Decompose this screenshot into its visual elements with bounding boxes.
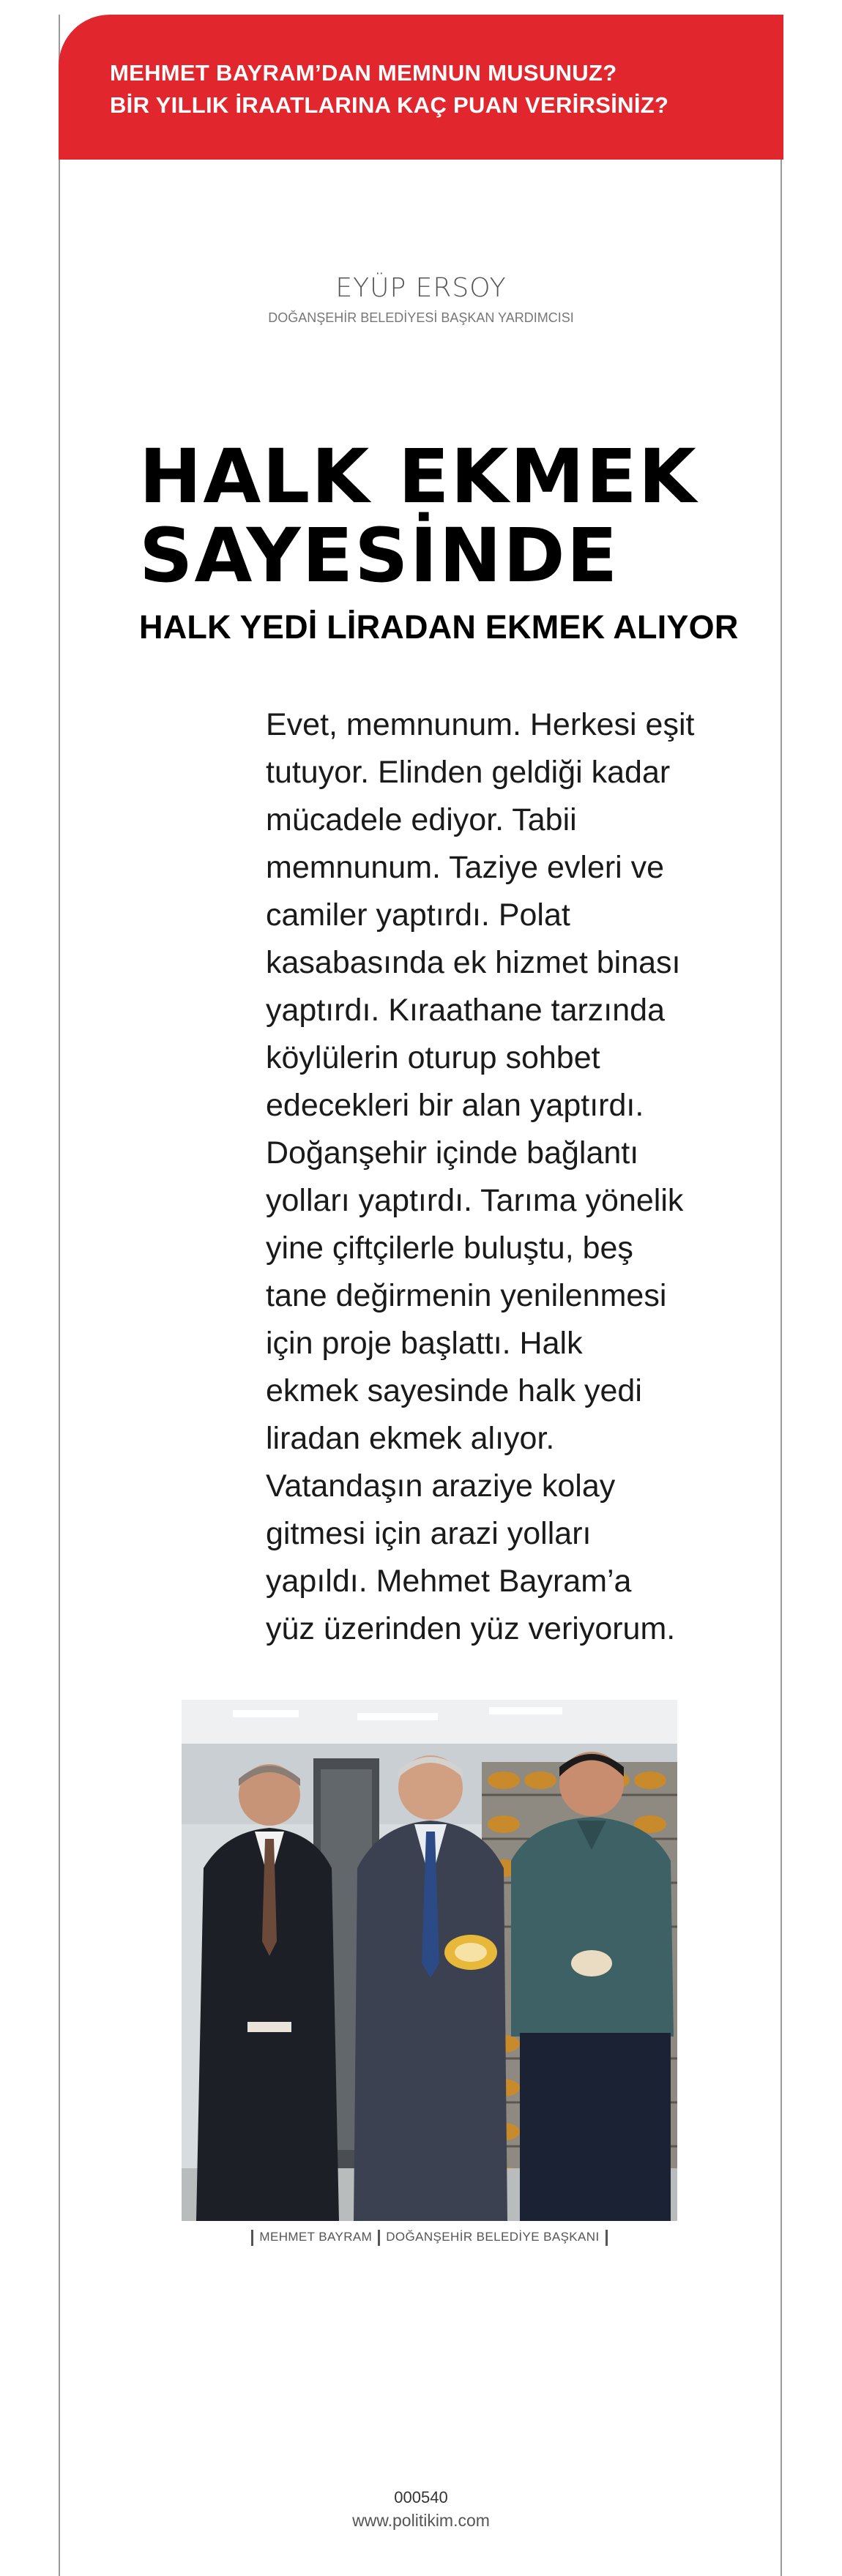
body-line: yapıldı. Mehmet Bayram’a bbox=[266, 1564, 632, 1599]
body-line: Doğanşehir içinde bağlantı bbox=[266, 1135, 639, 1171]
question-banner bbox=[59, 15, 783, 160]
banner-line-1: MEHMET BAYRAM’DAN MEMNUN MUSUNUZ? bbox=[110, 60, 617, 86]
headline bbox=[139, 433, 769, 649]
headline-line-2: SAYESİNDE bbox=[139, 512, 619, 600]
body-line: yaptırdı. Kıraathane tarzında bbox=[266, 993, 665, 1028]
body-line: Vatandaşın araziye kolay bbox=[266, 1468, 616, 1504]
byline-role: DOĞANŞEHİR BELEDİYESİ BAŞKAN YARDIMCISI bbox=[268, 310, 574, 325]
body-line: liradan ekmek alıyor. bbox=[266, 1421, 555, 1456]
body-line: camiler yaptırdı. Polat bbox=[266, 897, 570, 933]
body-line: yolları yaptırdı. Tarıma yönelik bbox=[266, 1183, 684, 1218]
body-line: ekmek sayesinde halk yedi bbox=[266, 1373, 642, 1408]
body-line: kasabasında ek hizmet binası bbox=[266, 945, 681, 980]
headline-subtitle: HALK YEDİ LİRADAN EKMEK ALIYOR bbox=[139, 608, 739, 646]
caption-divider bbox=[606, 2230, 608, 2246]
photo-illustration bbox=[182, 1700, 677, 2221]
body-line: tutuyor. Elinden geldiği kadar bbox=[266, 755, 671, 790]
caption-divider bbox=[378, 2230, 380, 2246]
caption-divider bbox=[251, 2230, 253, 2246]
body-line: yüz üzerinden yüz veriyorum. bbox=[266, 1611, 676, 1646]
body-line: edecekleri bir alan yaptırdı. bbox=[266, 1088, 644, 1123]
body-line: gitmesi için arazi yolları bbox=[266, 1516, 592, 1551]
banner-line-2: BİR YILLIK İRAATLARINA KAÇ PUAN VERİRSİNİZ? bbox=[110, 92, 669, 118]
caption-title: DOĞANŞEHİR BELEDİYE BAŞKANI bbox=[386, 2230, 600, 2244]
body-line: Evet, memnunum. Herkesi eşit bbox=[266, 707, 695, 742]
body-line: mücadele ediyor. Tabii bbox=[266, 802, 577, 837]
body-line: memnunum. Taziye evleri ve bbox=[266, 850, 665, 885]
body-line: için proje başlattı. Halk bbox=[266, 1326, 583, 1361]
byline-name: EYÜP ERSOY bbox=[335, 273, 507, 303]
headline-line-1: HALK EKMEK bbox=[139, 433, 698, 520]
page-code: 000540 bbox=[394, 2488, 448, 2506]
page-footer bbox=[59, 2487, 783, 2532]
article-body bbox=[266, 701, 695, 1653]
body-line: tane değirmenin yenilenmesi bbox=[266, 1278, 667, 1313]
body-line: köylülerin oturup sohbet bbox=[266, 1040, 600, 1075]
byline bbox=[59, 271, 783, 328]
site-url: www.politikim.com bbox=[352, 2511, 490, 2530]
bakery-photo bbox=[182, 1700, 677, 2221]
caption-name: MEHMET BAYRAM bbox=[259, 2230, 373, 2244]
body-line: yine çiftçilerle buluştu, beş bbox=[266, 1231, 633, 1266]
photo-caption bbox=[182, 2228, 677, 2246]
